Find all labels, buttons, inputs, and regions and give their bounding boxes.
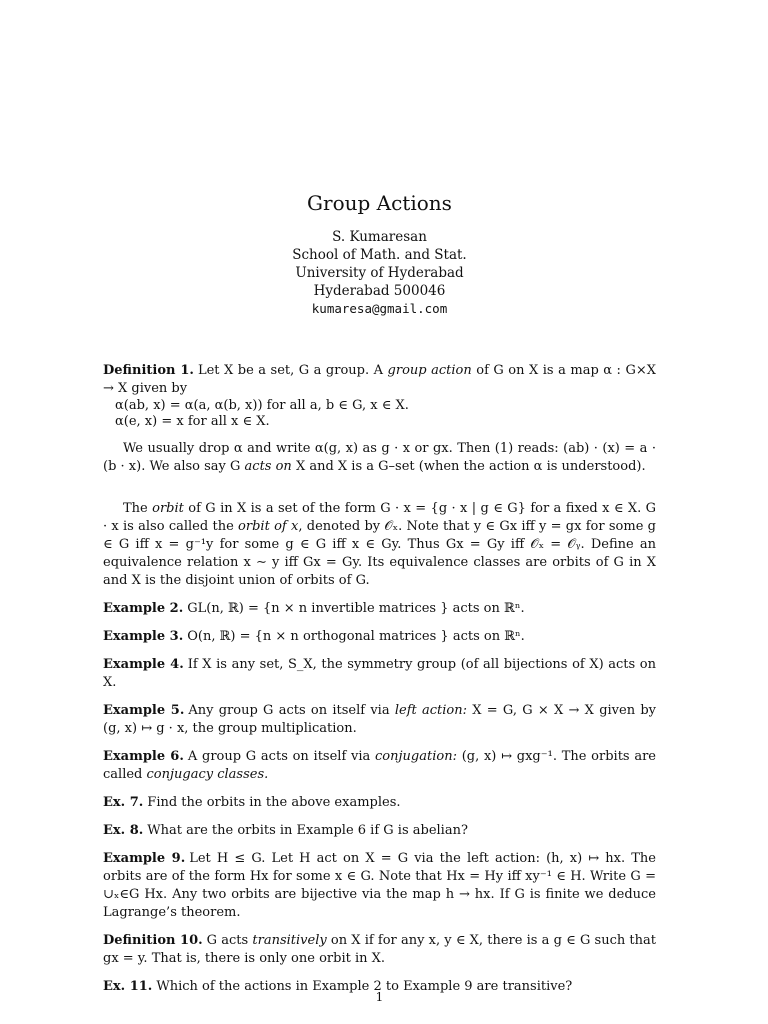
definition-10-b: on X if for any x, y ∈ X, there is a g ∈ G such that gx = y. That is, there is only one orbit in X.: [103, 933, 657, 966]
example-6-b: (g, x) ↦ gxg⁻¹. The orbits are called: [103, 749, 657, 782]
term-acts-on: acts on: [244, 459, 292, 474]
example-5: [103, 702, 656, 738]
term-group-action: group action: [387, 363, 472, 378]
exercise-11-label: Ex. 11.: [103, 979, 153, 994]
paragraph-orbit-b: of G in X is a set of the form G · x = {g · x | g ∈ G} for a fixed x ∈ X. G · x is also called the: [103, 501, 657, 534]
example-3-text: [103, 628, 656, 646]
term-left-action: left action:: [394, 703, 467, 718]
exercise-8-body: What are the orbits in Example 6 if G is abelian?: [147, 823, 468, 838]
definition-10-a: G acts: [206, 933, 253, 948]
exercise-8-label: Ex. 8.: [103, 823, 144, 838]
equation-2: α(e, x) = x for all x ∈ X.: [115, 414, 270, 429]
example-9-text: [103, 850, 656, 922]
author-affiliation-1: School of Math. and Stat.: [292, 247, 467, 263]
example-5-text: [103, 702, 656, 738]
example-4-text: [103, 656, 656, 692]
author-name: S. Kumaresan: [332, 229, 427, 245]
example-3: [103, 628, 656, 646]
definition-1-label: Definition 1.: [103, 363, 194, 378]
example-6: [103, 748, 656, 784]
definition-1-text-b: of G on X is a map α : G×X → X given by: [103, 363, 656, 396]
exercise-7-text: [103, 794, 656, 812]
example-3-label: Example 3.: [103, 629, 184, 644]
example-2: [103, 600, 656, 618]
paragraph-usually: [103, 440, 656, 476]
definition-1-text: [103, 362, 656, 398]
term-orbit: orbit: [152, 501, 184, 516]
author-email: kumaresa@gmail.com: [311, 301, 448, 316]
example-6-a: A group G acts on itself via: [187, 749, 376, 764]
example-2-label: Example 2.: [103, 601, 184, 616]
document-body: [103, 362, 656, 1006]
document-page: [103, 0, 656, 1024]
term-conjugation: conjugation:: [375, 749, 457, 764]
exercise-8-text: [103, 822, 656, 840]
page-number: 1: [375, 990, 384, 1004]
spacer: [103, 486, 656, 500]
example-9-label: Example 9.: [103, 851, 186, 866]
definition-10-label: Definition 10.: [103, 933, 203, 948]
paragraph-usually-text: [103, 440, 656, 476]
paragraph-usually-b: X and X is a G–set (when the action α is understood).: [291, 459, 646, 474]
author-affiliation-3: Hyderabad 500046: [313, 283, 446, 299]
document-title: Group Actions: [307, 191, 452, 215]
example-4: [103, 656, 656, 692]
example-6-text: [103, 748, 656, 784]
definition-10-text: [103, 932, 656, 968]
paragraph-orbit-c: , denoted by 𝒪ₓ. Note that y ∈ Gx iff y = gx for some g ∈ G iff x = g⁻¹y for some g ∈ G iff x ∈ Gy. Thus Gx = Gy iff 𝒪ₓ = 𝒪ᵧ. Define an equivalence relation x ∼ y iff Gx = Gy. Its equivalence classes are orbits of G in X and X is the disjoint union of orbits of G.: [103, 519, 656, 588]
paragraph-usually-a: We usually drop α and write α(g, x) as g · x or gx. Then (1) reads: (ab) · (x) = a · (b · x). We also say G: [103, 441, 656, 474]
paragraph-orbit: [103, 500, 656, 590]
exercise-11-body: Which of the actions in Example 2 to Example 9 are transitive?: [156, 979, 573, 994]
equation-1: α(ab, x) = α(a, α(b, x)) for all a, b ∈ G, x ∈ X.: [115, 398, 409, 413]
exercise-7-label: Ex. 7.: [103, 795, 144, 810]
definition-1: [103, 362, 656, 430]
example-2-body: GL(n, ℝ) = {n × n invertible matrices } acts on ℝⁿ.: [187, 601, 525, 616]
title-block: [103, 190, 656, 318]
exercise-8: [103, 822, 656, 840]
example-5-label: Example 5.: [103, 703, 185, 718]
example-2-text: [103, 600, 656, 618]
paragraph-orbit-text: [103, 500, 656, 590]
exercise-7-body: Find the orbits in the above examples.: [147, 795, 401, 810]
definition-10: [103, 932, 656, 968]
example-6-label: Example 6.: [103, 749, 184, 764]
term-transitively: transitively: [252, 933, 327, 948]
definition-1-text-a: Let X be a set, G a group. A: [197, 363, 388, 378]
example-5-a: Any group G acts on itself via: [188, 703, 395, 718]
paragraph-orbit-a: The: [123, 501, 153, 516]
term-orbit-of-x: orbit of x: [238, 519, 299, 534]
example-4-label: Example 4.: [103, 657, 184, 672]
definition-1-equations: [103, 398, 656, 430]
exercise-7: [103, 794, 656, 812]
term-conjugacy-classes: conjugacy classes.: [146, 767, 269, 782]
example-9-body: Let H ≤ G. Let H act on X = G via the left action: (h, x) ↦ hx. The orbits are of the form Hx for some x ∈ G. Note that Hx = Hy iff xy⁻¹ ∈ H. Write G = ∪ₓ∈G Hx. Any two orbits are bijective via the map h → hx. If G is finite we deduce Lagrange’s theorem.: [103, 851, 656, 920]
example-3-body: O(n, ℝ) = {n × n orthogonal matrices } acts on ℝⁿ.: [187, 629, 525, 644]
example-9: [103, 850, 656, 922]
author-affiliation-2: University of Hyderabad: [295, 265, 464, 281]
example-4-body: If X is any set, S_X, the symmetry group (of all bijections of X) acts on X.: [103, 657, 657, 690]
example-5-b: X = G, G × X → X given by (g, x) ↦ g · x, the group multiplication.: [103, 703, 657, 736]
